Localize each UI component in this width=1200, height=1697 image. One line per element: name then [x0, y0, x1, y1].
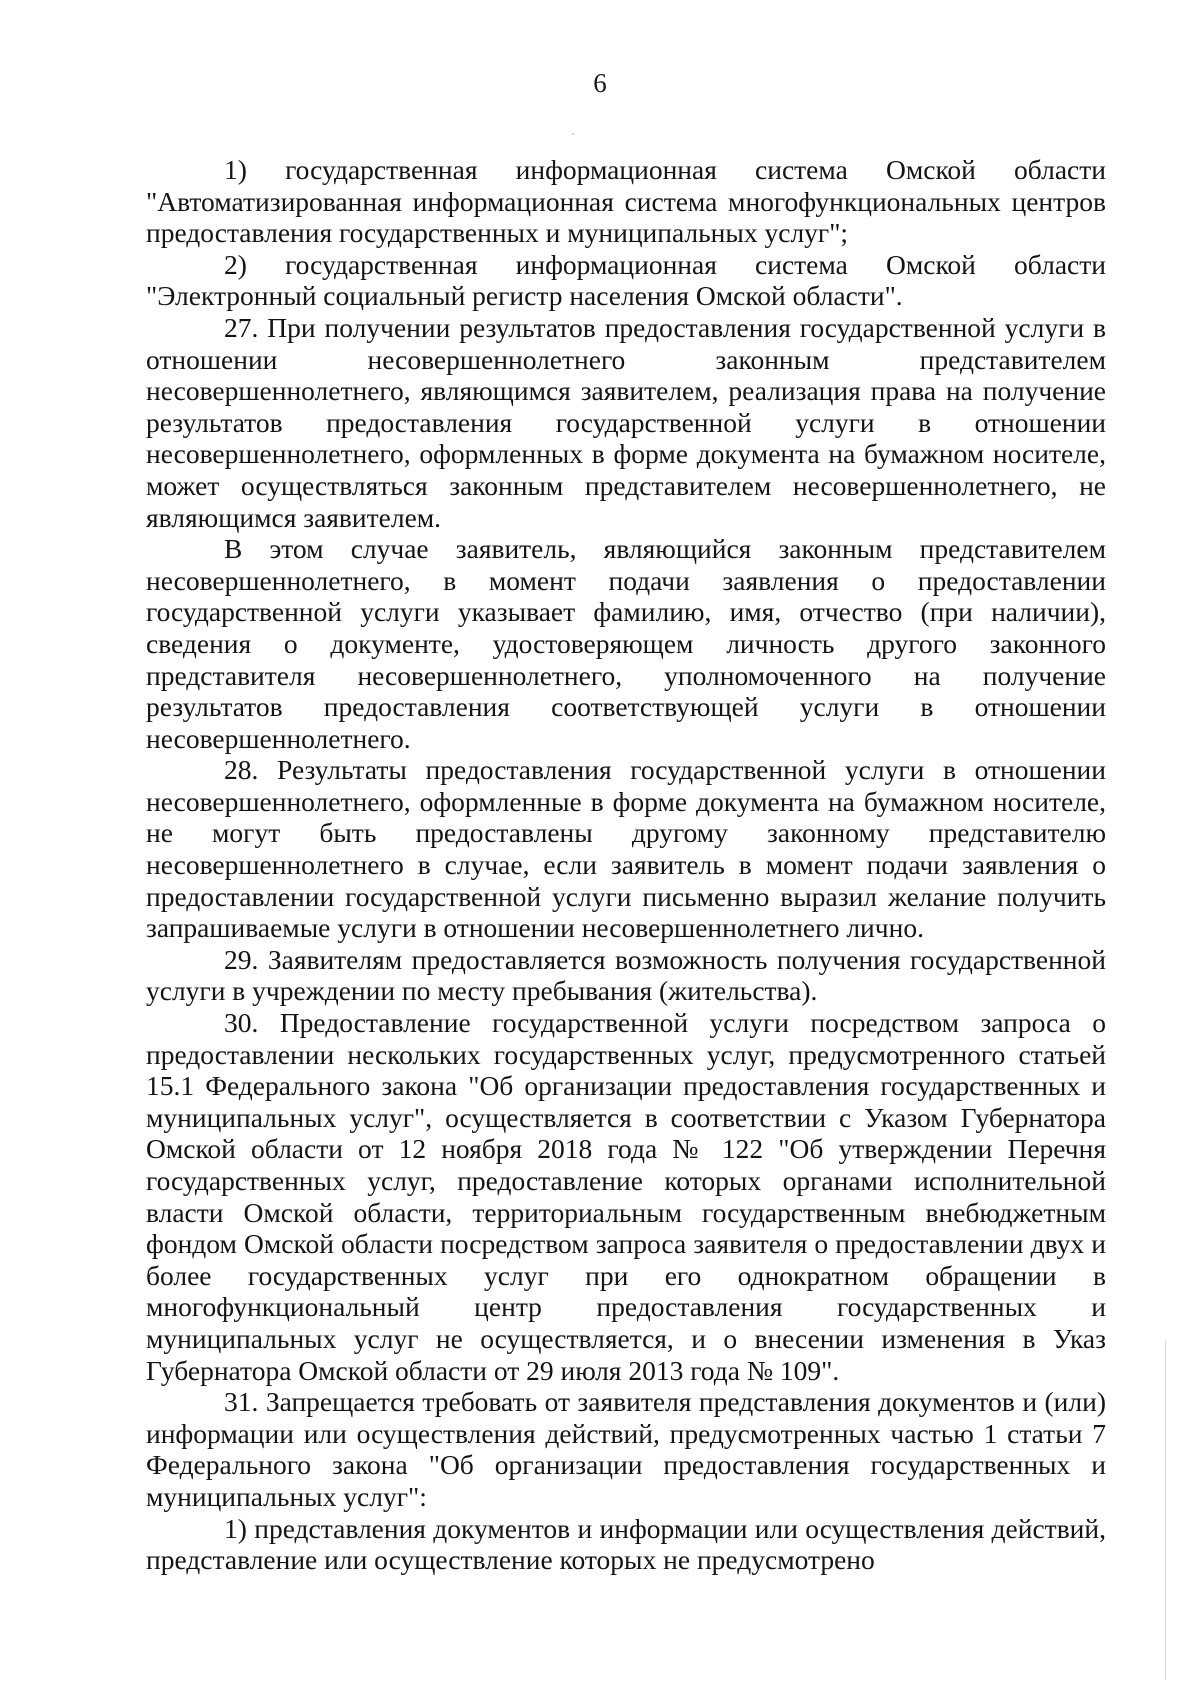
paragraph-29: 29. Заявителям предоставляется возможность получения государственной услуги в учреждении по месту пребывания (жительства). — [146, 943, 1106, 1007]
paragraph-item-1-1: 1) государственная информационная система Омской области "Автоматизированная информационная система многофункциональных центров предоставления государственных и муниципальных услуг"; — [146, 154, 1106, 249]
scan-artifact — [572, 133, 574, 135]
paragraph-31-item-1: 1) представления документов и информации или осуществления действий, представление или осуществление которых не предусмотрено — [146, 1512, 1106, 1576]
paragraph-item-1-2: 2) государственная информационная система Омской области "Электронный социальный регистр населения Омской области". — [146, 248, 1106, 312]
paragraph-27-continuation: В этом случае заявитель, являющийся законным представителем несовершеннолетнего, в момент подачи заявления о предоставлении государственной услуги указывает фамилию, имя, отчество (при наличии), сведения о документе, удостоверяющем личность другого законного представителя несовершеннолетнего, уполномоченного на получение результатов предоставления соответствующей услуги в отношении несовершеннолетнего. — [146, 533, 1106, 754]
paragraph-27: 27. При получении результатов предоставления государственной услуги в отношении несовершеннолетнего законным представителем несовершеннолетнего, являющимся заявителем, реализация права на получение результатов предоставления государственной услуги в отношении несовершеннолетнего, оформленных в форме документа на бумажном носителе, может осуществляться законным представителем несовершеннолетнего, не являющимся заявителем. — [146, 311, 1106, 533]
scan-edge-line — [1165, 1340, 1166, 1680]
document-body — [146, 154, 1106, 1576]
page-number: 6 — [593, 68, 607, 98]
paragraph-28: 28. Результаты предоставления государственной услуги в отношении несовершеннолетнего, оформленные в форме документа на бумажном носителе, не могут быть предоставлены другому законному представителю несовершеннолетнего в случае, если заявитель в момент подачи заявления о предоставлении государственной услуги письменно выразил желание получить запрашиваемые услуги в отношении несовершеннолетнего лично. — [146, 754, 1106, 944]
paragraph-30: 30. Предоставление государственной услуги посредством запроса о предоставлении нескольких государственных услуг, предусмотренного статьей 15.1 Федерального закона "Об организации предоставления государственных и муниципальных услуг", осуществляется в соответствии с Указом Губернатора Омской области от 12 ноября 2018 года № 122 "Об утверждении Перечня государственных услуг, предоставление которых органами исполнительной власти Омской области, территориальным государственным внебюджетным фондом Омской области посредством запроса заявителя о предоставлении двух и более государственных услуг при его однократном обращении в многофункциональный центр предоставления государственных и муниципальных услуг не осуществляется, и о внесении изменения в Указ Губернатора Омской области от 29 июля 2013 года № 109". — [146, 1007, 1106, 1386]
paragraph-31: 31. Запрещается требовать от заявителя представления документов и (или) информации или осуществления действий, предусмотренных частью 1 статьи 7 Федерального закона "Об организации предоставления государственных и муниципальных услуг": — [146, 1386, 1106, 1512]
